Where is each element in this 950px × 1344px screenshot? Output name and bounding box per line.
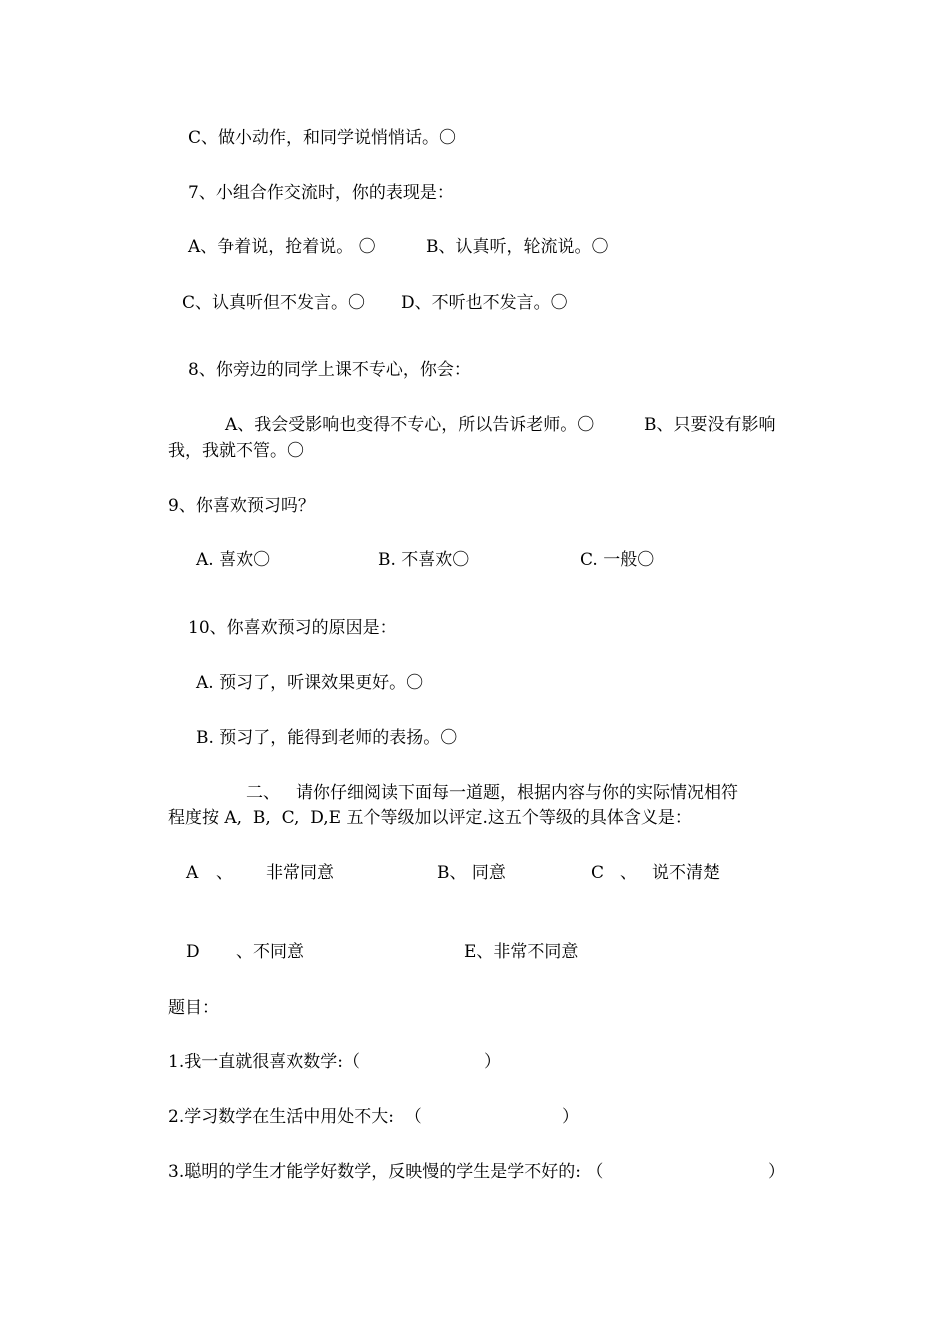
scale-a-letter: A [186, 863, 199, 883]
q7-question: 7、小组合作交流时，你的表现是： [188, 183, 454, 203]
item-3: 3.聪明的学生才能学好数学，反映慢的学生是学不好的: （ [168, 1162, 604, 1182]
q9-question: 9、你喜欢预习吗？ [168, 496, 315, 516]
q10-option-b: B. 预习了，能得到老师的表扬。〇 [196, 728, 458, 748]
q10-option-a: A. 预习了，听课效果更好。〇 [196, 673, 424, 693]
item-2: 2.学习数学在生活中用处不大: （ [168, 1107, 422, 1127]
q8-option-b-continued: 我，我就不管。〇 [168, 441, 304, 461]
q9-option-c: C. 一般〇 [580, 550, 655, 570]
scale-c-separator: 、 [620, 863, 637, 883]
item-3-close-paren: ） [768, 1162, 785, 1182]
q7-option-b: B、认真听，轮流说。〇 [426, 237, 609, 257]
section2-intro-continued: 程度按 A, B, C, D,E 五个等级加以评定.这五个等级的具体含义是： [168, 808, 692, 828]
scale-d-letter: D [186, 942, 200, 962]
scale-b: B、 同意 [437, 863, 506, 883]
q7-option-d: D、不听也不发言。〇 [401, 293, 568, 313]
scale-c-letter: C [591, 863, 605, 883]
scale-d-text: 、不同意 [236, 942, 304, 962]
item-1-close-paren: ） [484, 1052, 501, 1072]
section2-intro: 请你仔细阅读下面每一道题，根据内容与你的实际情况相符 [296, 783, 738, 803]
scale-a-text: 非常同意 [266, 863, 334, 883]
items-heading: 题目： [168, 998, 219, 1018]
q7-option-c: C、认真听但不发言。〇 [182, 293, 366, 313]
q6-option-c: C、做小动作，和同学说悄悄话。〇 [188, 128, 457, 148]
q9-option-b: B. 不喜欢〇 [378, 550, 470, 570]
item-1: 1.我一直就很喜欢数学:（ [168, 1052, 360, 1072]
q10-question: 10、你喜欢预习的原因是： [188, 618, 397, 638]
scale-c-text: 说不清楚 [652, 863, 720, 883]
q7-option-a: A、争着说，抢着说。 〇 [188, 237, 376, 257]
section2-number: 二、 [246, 783, 280, 803]
q8-option-a: A、我会受影响也变得不专心，所以告诉老师。〇 [225, 415, 595, 435]
scale-e: E、非常不同意 [464, 942, 579, 962]
item-2-close-paren: ） [562, 1107, 579, 1127]
scale-a-separator: 、 [216, 863, 233, 883]
q8-option-b: B、只要没有影响 [644, 415, 776, 435]
q9-option-a: A. 喜欢〇 [196, 550, 271, 570]
q8-question: 8、你旁边的同学上课不专心，你会： [188, 360, 471, 380]
